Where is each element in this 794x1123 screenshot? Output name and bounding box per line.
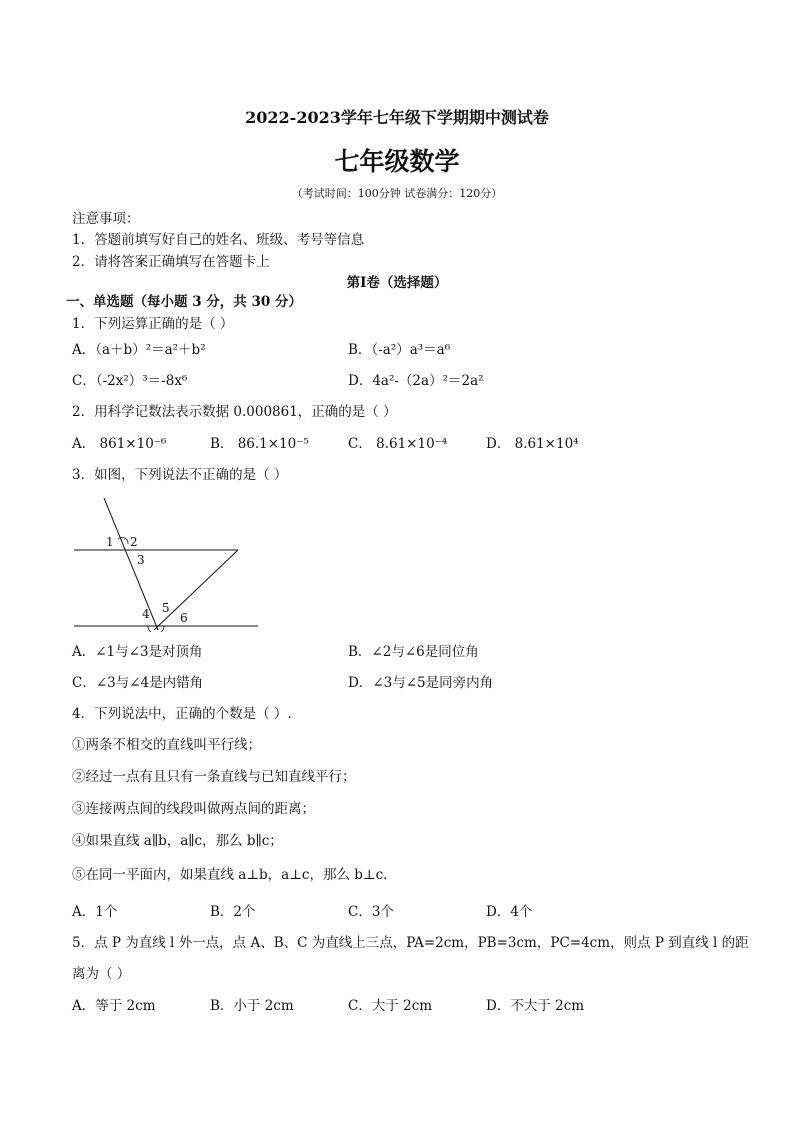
statement-item: ③连接两点间的线段叫做两点间的距离；: [72, 801, 315, 817]
question-stem: 1．下列运算正确的是（ ）: [72, 316, 234, 332]
subject-title: 七年级数学: [334, 147, 460, 176]
exam-info: （考试时间：100分钟 试卷满分：120分）: [291, 187, 503, 200]
option-b: B． 86.1×10⁻⁵: [210, 436, 309, 452]
option-b: B．（-a²）a³＝a⁶: [348, 342, 451, 358]
question-stem: 2．用科学记数法表示数据 0.000861，正确的是（ ）: [72, 404, 397, 420]
angle-arc: [118, 537, 128, 544]
option-a: A．等于 2cm: [72, 998, 156, 1014]
option-c: C．3个: [348, 904, 394, 920]
option-a: A．∠1与∠3是对顶角: [72, 644, 203, 660]
question-stem: 5．点 P 为直线 l 外一点，点 A、B、C 为直线上三点，PA=2cm，PB=3cm，PC=4cm，则点 P 到直线 l 的距: [72, 935, 749, 951]
option-c: C．大于 2cm: [348, 998, 433, 1014]
option-a: A．（a＋b）²＝a²＋b²: [72, 342, 206, 358]
angle-label-2: 2: [130, 535, 138, 549]
option-b: B．∠2与∠6是同位角: [348, 644, 479, 660]
statement-item: ①两条不相交的直线叫平行线；: [72, 737, 261, 753]
option-b: B．小于 2cm: [210, 998, 294, 1014]
note-item: 2．请将答案正确填写在答题卡上: [72, 254, 270, 270]
option-d: D．∠3与∠5是同旁内角: [348, 675, 494, 691]
angle-label-4: 4: [142, 607, 150, 621]
option-c: C．（-2x²）³＝-8x⁶: [72, 373, 188, 389]
note-item: 1．答题前填写好自己的姓名、班级、考号等信息: [72, 232, 365, 248]
option-c: C． 8.61×10⁻⁴: [348, 436, 448, 452]
statement-item: ⑤在同一平面内，如果直线 a⊥b，a⊥c，那么 b⊥c．: [72, 867, 397, 883]
option-d: D． 8.61×10⁴: [486, 436, 579, 452]
question-stem: 4．下列说法中，正确的个数是（ ）.: [72, 706, 292, 722]
question-stem-continued: 离为（ ）: [72, 966, 131, 982]
angle-figure: [70, 492, 265, 632]
slanted-line: [154, 550, 238, 630]
option-d: D．4a²-（2a）²＝2a²: [348, 373, 484, 389]
section-title: 一、单选题（每小题 3 分，共 30 分）: [66, 294, 302, 310]
statement-item: ④如果直线 a∥b，a∥c，那么 b∥c；: [72, 833, 283, 849]
exam-title: 2022-2023学年七年级下学期期中测试卷: [245, 108, 549, 127]
option-a: A．1个: [72, 904, 118, 920]
option-d: D．不大于 2cm: [486, 998, 585, 1014]
transversal-line: [104, 498, 158, 630]
option-a: A． 861×10⁻⁶: [72, 436, 167, 452]
option-b: B．2个: [210, 904, 256, 920]
angle-arc: [148, 626, 164, 632]
volume-title: 第Ⅰ卷（选择题）: [346, 275, 448, 291]
angle-label-5: 5: [162, 601, 170, 615]
option-d: D．4个: [486, 904, 533, 920]
question-stem: 3．如图，下列说法不正确的是（ ）: [72, 467, 288, 483]
notes-heading: 注意事项：: [72, 211, 140, 227]
option-c: C．∠3与∠4是内错角: [72, 675, 204, 691]
angle-label-3: 3: [137, 553, 145, 567]
angle-label-1: 1: [106, 535, 114, 549]
angle-label-6: 6: [180, 611, 188, 625]
statement-item: ②经过一点有且只有一条直线与已知直线平行；: [72, 769, 356, 785]
